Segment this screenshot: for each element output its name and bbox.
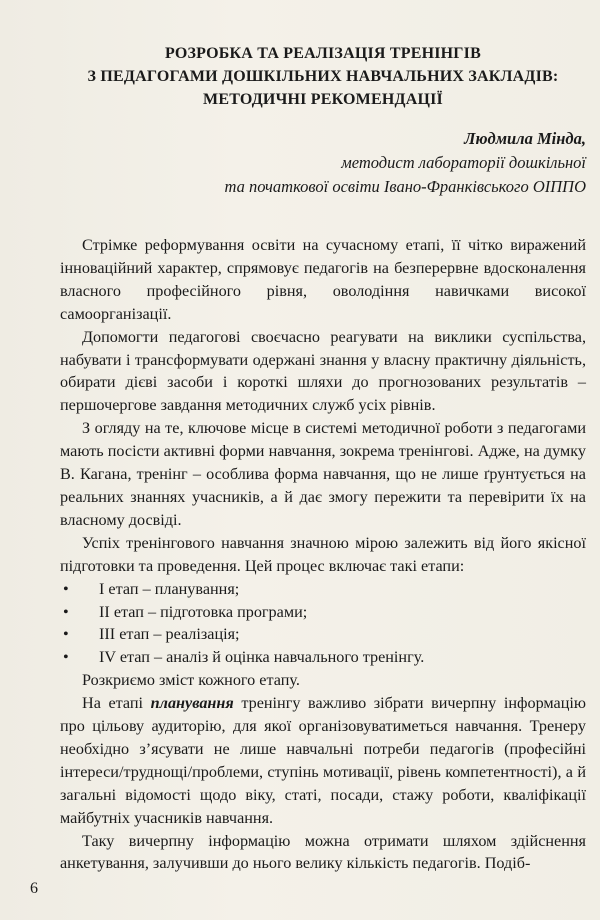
article-body: [60, 234, 586, 875]
list-item: [60, 578, 586, 601]
stages-list: [60, 578, 586, 670]
list-item-text: ІІІ етап – реалізація;: [99, 625, 240, 644]
page-number: 6: [30, 880, 38, 897]
title-line-3: МЕТОДИЧНІ РЕКОМЕНДАЦІЇ: [203, 91, 443, 108]
article-title: [60, 42, 586, 111]
paragraph-1: Стрімке реформування освіти на сучасному етапі, її чітко виражений інноваційний характер, спрямовує педагогів на безперервне вдосконалення власного професійного рівня, оволодіння навичками високої самоорганізації.: [60, 236, 586, 323]
bullet-marker: •: [63, 625, 69, 644]
list-item: [60, 646, 586, 669]
paragraph-6: [60, 692, 586, 829]
paragraph-3: З огляду на те, ключове місце в системі методичної роботи з педагогами мають посісти активні форми навчання, зокрема тренінгові. Адже, на думку В. Кагана, тренінг – особлива форма навчання, що не лише ґрунтується на реальних знаннях учасників, а й дає змогу пережити та перевірити їх на власному досвіді.: [60, 419, 586, 529]
author-name: Людмила Мінда,: [464, 129, 586, 148]
list-item: [60, 623, 586, 646]
emphasis-planning: планування: [150, 694, 234, 713]
author-position-line-2: та початкової освіти Івано-Франківського ОІППО: [224, 177, 586, 196]
list-item-text: IV етап – аналіз й оцінка навчального тренінгу.: [99, 648, 425, 667]
bullet-marker: •: [63, 648, 69, 667]
paragraph-6-start: На етапі: [82, 694, 151, 713]
paragraph-4: Успіх тренінгового навчання значною мірою залежить від його якісної підготовки та проведення. Цей процес включає такі етапи:: [60, 533, 586, 575]
paragraph-2: Допомогти педагогові своєчасно реагувати на виклики суспільства, набувати і трансформувати одержані знання у власну практичну діяльність, обирати дієві засоби і короткі шляхи до прогнозованих результатів – першочергове завдання методичних служб усіх рівнів.: [60, 327, 586, 415]
list-item-text: І етап – планування;: [99, 579, 240, 598]
paragraph-5: Розкриємо зміст кожного етапу.: [82, 671, 300, 690]
title-line-2: З ПЕДАГОГАМИ ДОШКІЛЬНИХ НАВЧАЛЬНИХ ЗАКЛАДІВ:: [87, 68, 559, 85]
author-position-line-1: методист лабораторії дошкільної: [341, 153, 586, 172]
paragraph-7: Таку вичерпну інформацію можна отримати шляхом здійснення анкетування, залучивши до нього велику кількість педагогів. Подіб-: [60, 831, 586, 873]
bullet-marker: •: [63, 579, 69, 598]
paragraph-6-rest: тренінгу важливо зібрати вичерпну інформацію про цільову аудиторію, для якої організовуватиметься навчання. Тренеру необхідно з’ясувати не лише навчальні потреби педагогів (професійні інтереси/труднощі/проблеми, ступінь мотивації, рівень компетентності), а й загальні відомості щодо віку, статі, посади, стажу роботи, кваліфікації майбутніх учасників навчання.: [60, 694, 586, 827]
bullet-marker: •: [63, 602, 69, 621]
list-item-text: ІІ етап – підготовка програми;: [99, 602, 308, 621]
title-line-1: РОЗРОБКА ТА РЕАЛІЗАЦІЯ ТРЕНІНГІВ: [165, 45, 481, 62]
author-block: [60, 127, 586, 199]
list-item: [60, 601, 586, 624]
